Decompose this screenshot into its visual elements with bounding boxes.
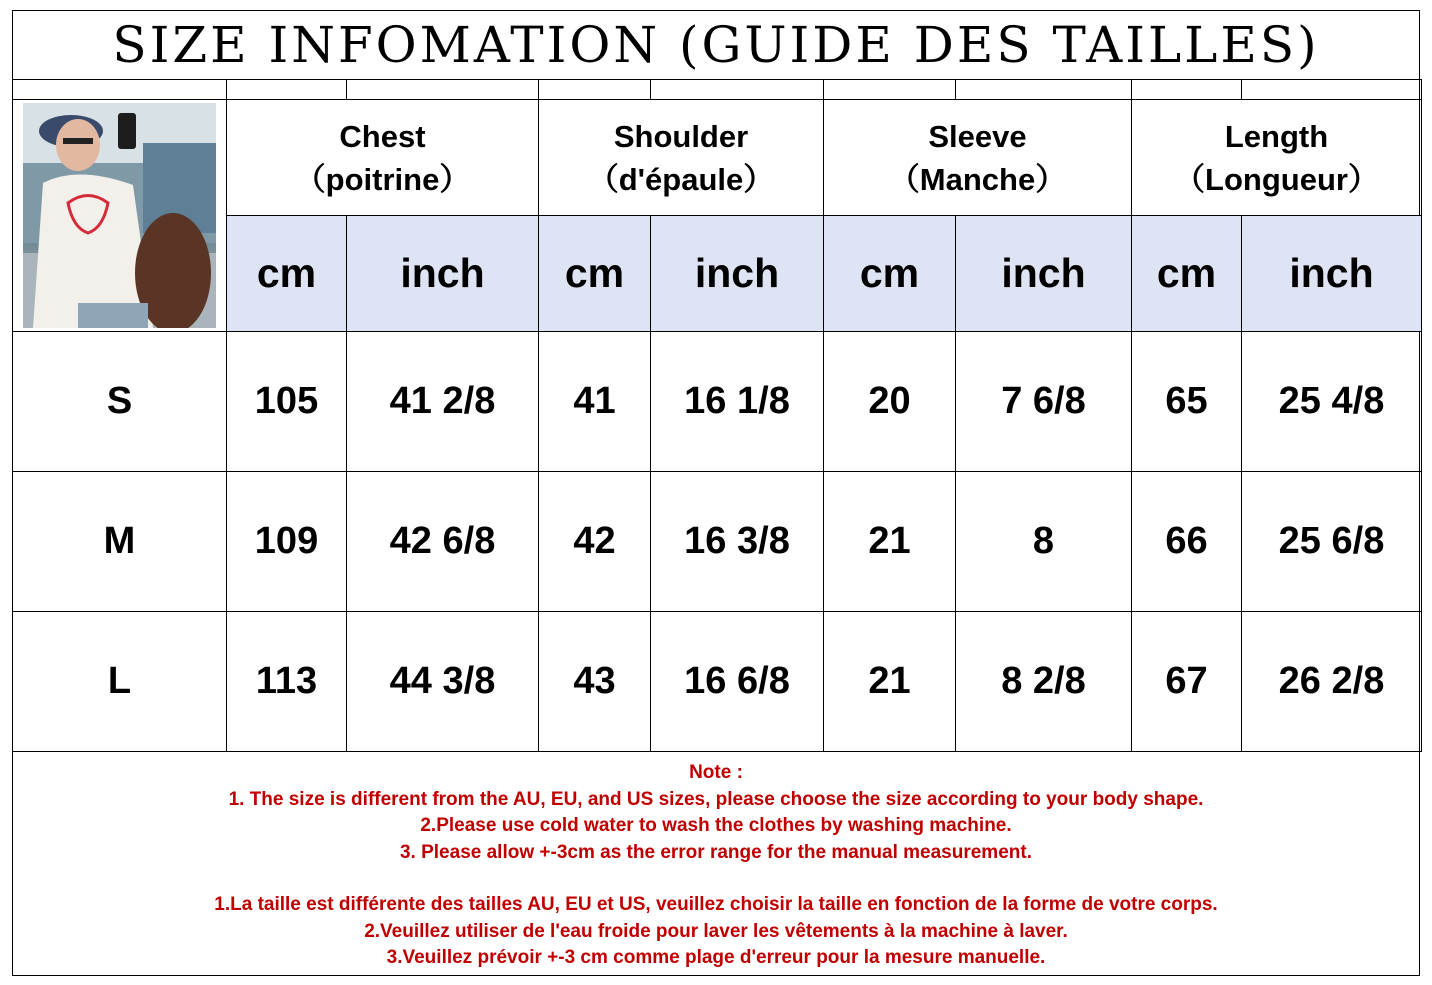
model-illustration [23, 103, 216, 328]
sleeve-inch: 8 2/8 [956, 612, 1132, 752]
shoulder-header [539, 100, 824, 216]
note-fr-2: 2.Veuillez utiliser de l'eau froide pour laver les vêtements à la machine à laver. [364, 920, 1068, 942]
table-row-l [13, 612, 1422, 752]
shoulder-inch: 16 3/8 [651, 472, 824, 612]
unit-inch: inch [956, 216, 1132, 332]
product-photo-cell [13, 100, 227, 332]
size-table [12, 79, 1422, 752]
length-label: Length [1224, 118, 1329, 154]
sleeve-inch: 8 [956, 472, 1132, 612]
length-inch: 25 6/8 [1242, 472, 1422, 612]
table-row-s [13, 332, 1422, 472]
note-en-3: 3. Please allow +-3cm as the error range for the manual measurement. [399, 841, 1032, 863]
unit-cm: cm [227, 216, 347, 332]
measurement-header-row [13, 100, 1422, 216]
shoulder-inch: 16 1/8 [651, 332, 824, 472]
length-cm: 67 [1132, 612, 1242, 752]
chest-inch: 44 3/8 [347, 612, 539, 752]
length-header [1132, 100, 1422, 216]
unit-inch: inch [651, 216, 824, 332]
length-cm: 66 [1132, 472, 1242, 612]
length-inch: 26 2/8 [1242, 612, 1422, 752]
shoulder-cm: 43 [539, 612, 651, 752]
sleeve-cm: 21 [824, 472, 956, 612]
note-heading: Note : [689, 762, 743, 783]
sleeve-label-fr: （Manche） [888, 161, 1067, 197]
length-inch: 25 4/8 [1242, 332, 1422, 472]
unit-cm: cm [1132, 216, 1242, 332]
unit-cm: cm [539, 216, 651, 332]
unit-inch: inch [1242, 216, 1422, 332]
length-label-fr: （Longueur） [1174, 161, 1379, 197]
chest-cm: 113 [227, 612, 347, 752]
shoulder-cm: 42 [539, 472, 651, 612]
sleeve-header [824, 100, 1132, 216]
shoulder-inch: 16 6/8 [651, 612, 824, 752]
unit-cm: cm [824, 216, 956, 332]
chest-inch: 41 2/8 [347, 332, 539, 472]
note-fr-1: 1.La taille est différente des tailles AU, EU et US, veuillez choisir la taille en fonction de la forme de votre corps. [214, 894, 1218, 915]
note-fr-3: 3.Veuillez prévoir +-3 cm comme plage d'erreur pour la mesure manuelle. [386, 947, 1046, 968]
size-label: S [13, 332, 227, 472]
note-spacer [12, 866, 1420, 892]
shoulder-cm: 41 [539, 332, 651, 472]
table-row-m [13, 472, 1422, 612]
shoulder-label: Shoulder [613, 118, 749, 154]
size-label: M [13, 472, 227, 612]
note-en-1: 1. The size is different from the AU, EU, and US sizes, please choose the size according to your body shape. [228, 788, 1204, 810]
sleeve-inch: 7 6/8 [956, 332, 1132, 472]
chest-cm: 105 [227, 332, 347, 472]
sleeve-cm: 20 [824, 332, 956, 472]
shoulder-label-fr: （d'épaule） [587, 161, 775, 197]
chest-label: Chest [339, 118, 426, 154]
chest-inch: 42 6/8 [347, 472, 539, 612]
size-label: L [13, 612, 227, 752]
chest-cm: 109 [227, 472, 347, 612]
care-notes [12, 752, 1420, 976]
unit-inch: inch [347, 216, 539, 332]
page-title: SIZE INFOMATION (GUIDE DES TAILLES) [112, 16, 1320, 74]
sleeve-label: Sleeve [928, 118, 1027, 154]
product-photo [23, 103, 216, 328]
chest-label-fr: （poitrine） [294, 161, 471, 197]
chest-header [227, 100, 539, 216]
note-en-2: 2.Please use cold water to wash the clothes by washing machine. [420, 815, 1012, 836]
spacer-row [13, 80, 1422, 100]
length-cm: 65 [1132, 332, 1242, 472]
sleeve-cm: 21 [824, 612, 956, 752]
